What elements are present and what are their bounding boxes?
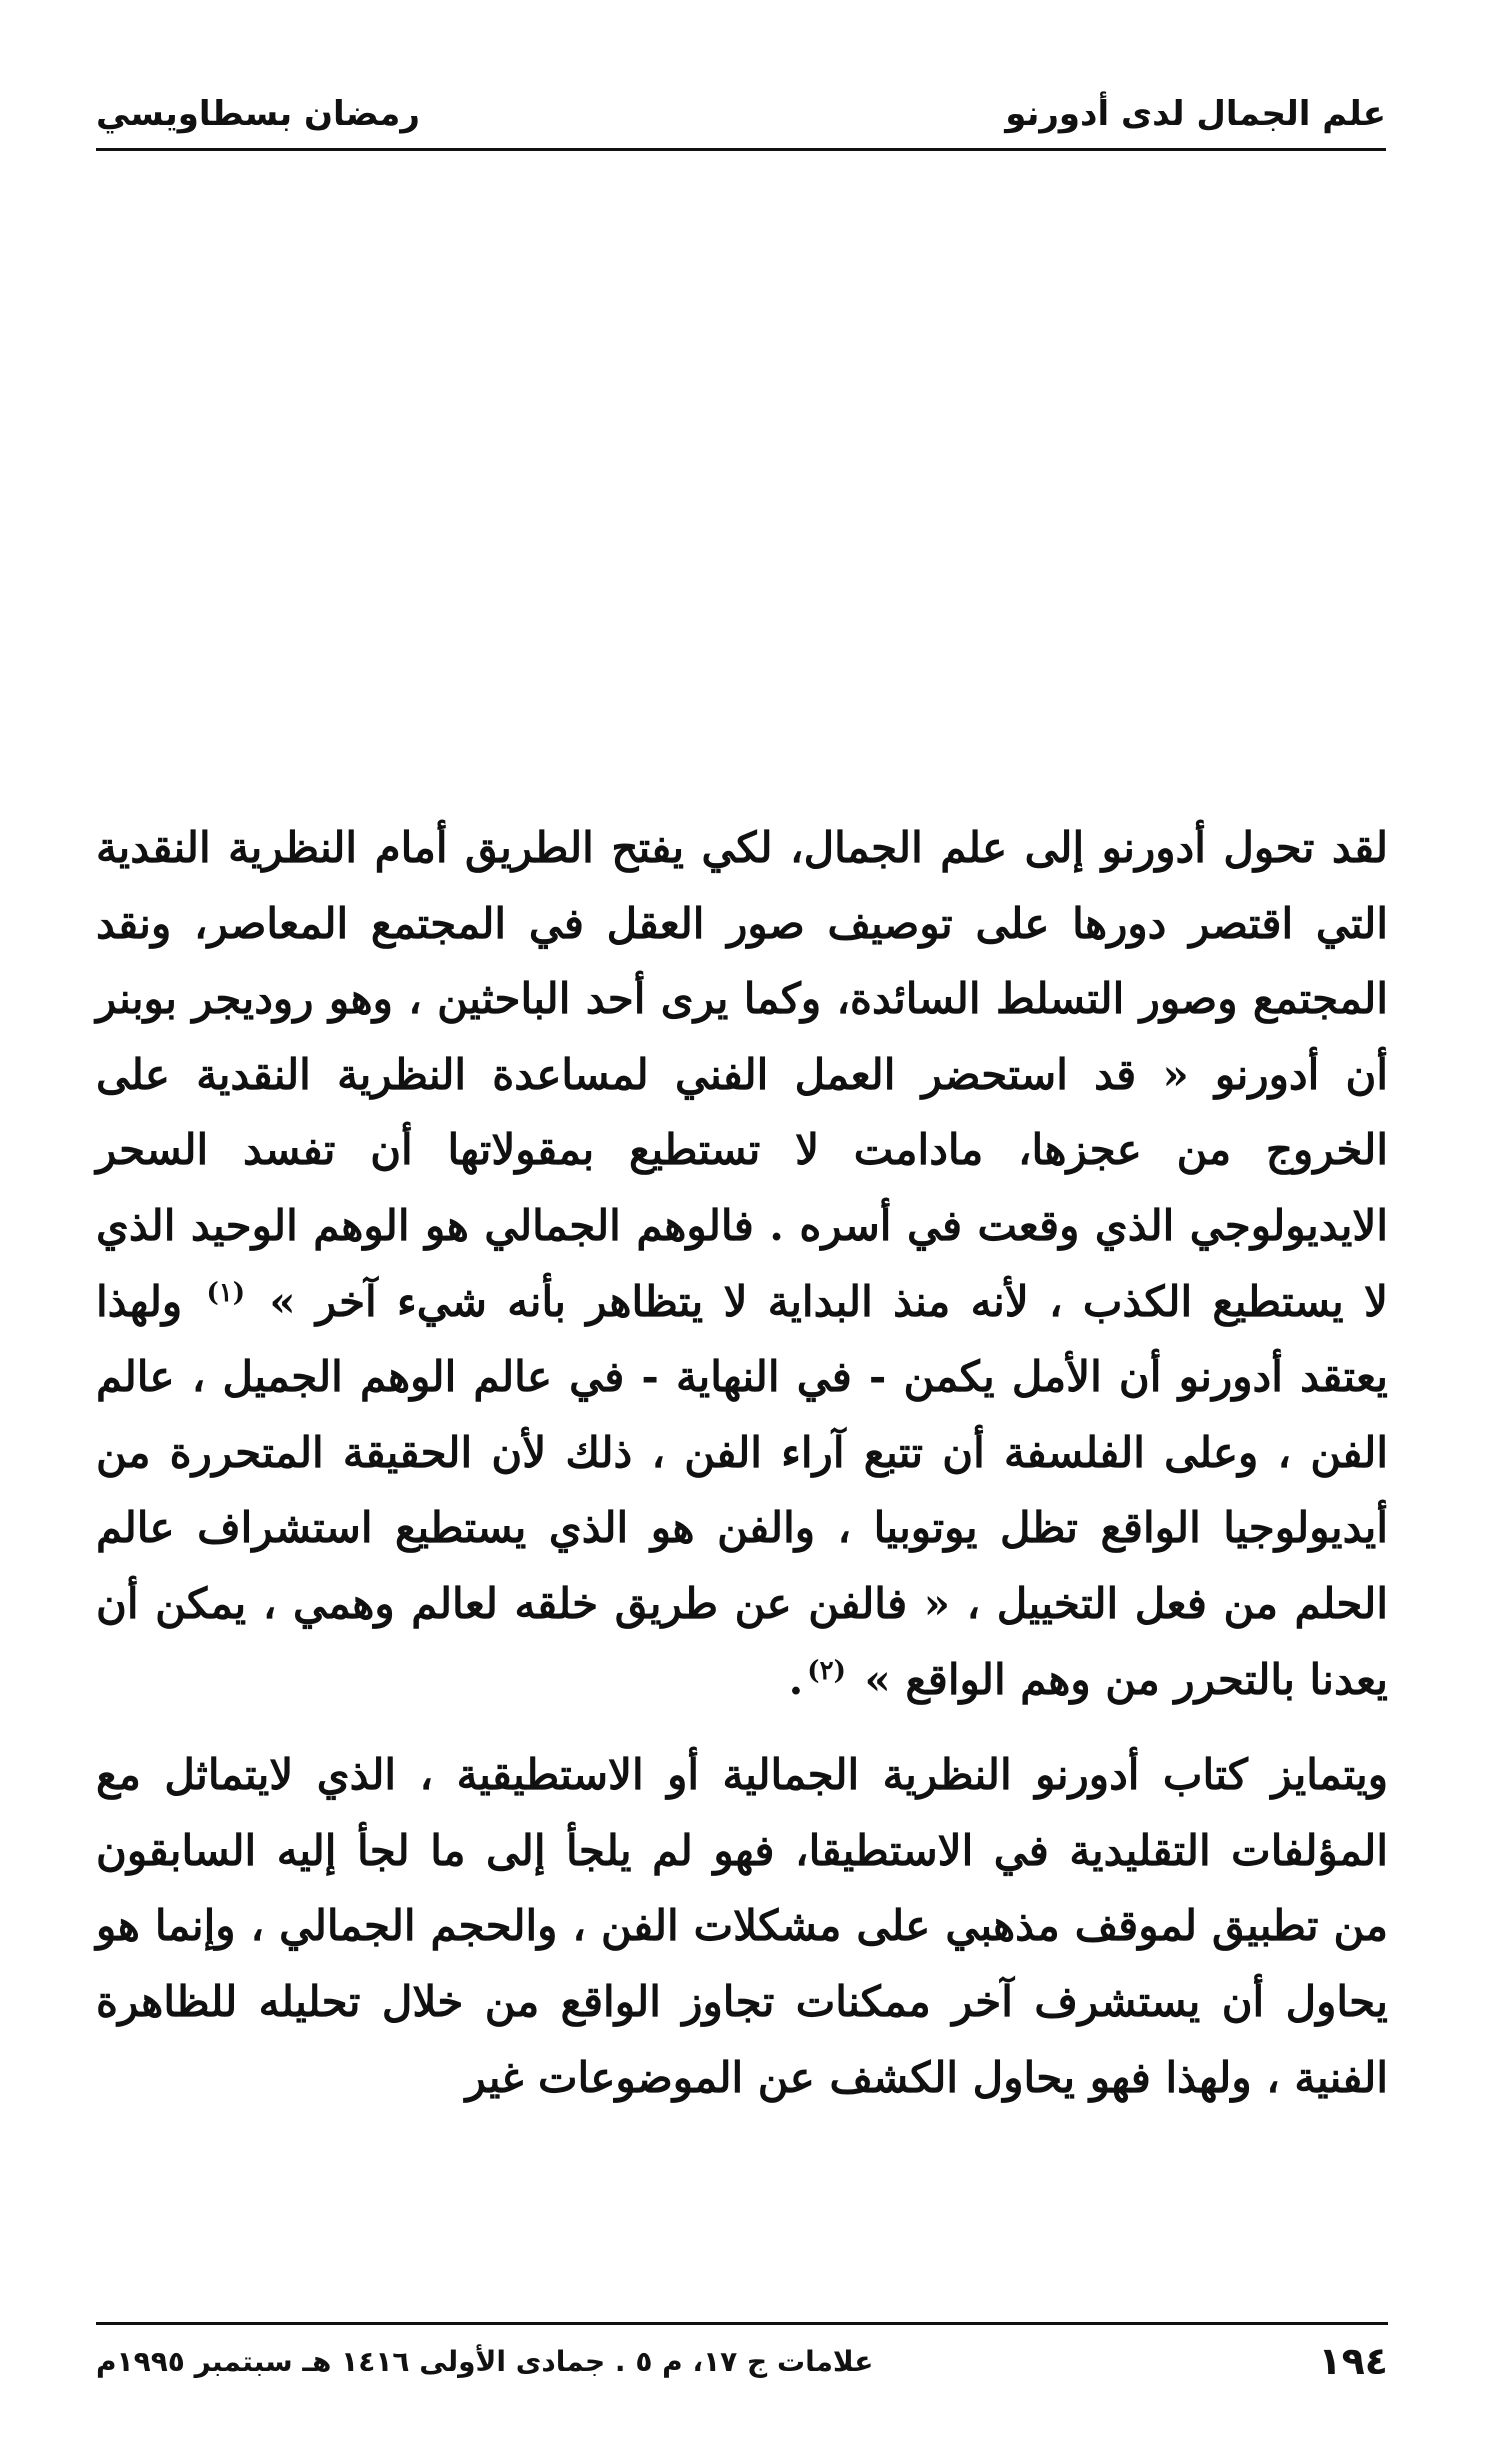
- paragraph-2: ويتمايز كتاب أدورنو النظرية الجمالية أو الاستطيقية ، الذي لايتماثل مع المؤلفات التقليدية في الاستطيقا، فهو لم يلجأ إلى ما لجأ إليه السابقون من تطبيق لموقف مذهبي على مشكلات الفن ، والحجم الجمالي ، وإنما هو يحاول أن يستشرف آخر ممكنات تجاوز الواقع من خلال تحليله للظاهرة الفنية ، ولهذا فهو يحاول الكشف عن الموضوعات غير: [96, 1750, 1388, 2102]
- running-header: [96, 88, 1386, 151]
- paragraph-1-text-b: ولهذا يعتقد أدورنو أن الأمل يكمن - في النهاية - في عالم الوهم الجميل ، عالم الفن ، وعلى الفلسفة أن تتبع آراء الفن ، ذلك لأن الحقيقة المتحررة من أيديولوجيا الواقع تظل يوتوبيا ، والفن هو الذي يستطيع استشراف عالم الحلم من فعل التخييل ، « فالفن عن طريق خلقه لعالم وهمي ، يمكن أن يعدنا بالتحرر من وهم الواقع »: [96, 1276, 1388, 1704]
- page-footer: [96, 2322, 1388, 2383]
- header-title: علم الجمال لدى أدورنو: [1005, 94, 1386, 134]
- footnote-ref-2: (٢): [807, 1655, 846, 1686]
- paragraph-1-text-c: .: [788, 1654, 804, 1704]
- paragraph-1: [96, 810, 1388, 1717]
- page-number: ١٩٤: [1318, 2339, 1388, 2383]
- header-author: رمضان بسطاويسي: [96, 94, 420, 134]
- paragraph-1-text-a: لقد تحول أدورنو إلى علم الجمال، لكي يفتح الطريق أمام النظرية النقدية التي اقتصر دورها على توصيف صور العقل في المجتمع المعاصر، ونقد المجتمع وصور التسلط السائدة، وكما يرى أحد الباحثين ، وهو روديجر بوبنر أن أدورنو « قد استحضر العمل الفني لمساعدة النظرية النقدية على الخروج من عجزها، مادامت لا تستطيع بمقولاتها أن تفسد السحر الايديولوجي الذي وقعت في أسره . فالوهم الجمالي هو الوهم الوحيد الذي لا يستطيع الكذب ، لأنه منذ البداية لا يتظاهر بأنه شيء آخر »: [96, 823, 1388, 1326]
- journal-citation: علامات ج ١٧، م ٥ . جمادى الأولى ١٤١٦ هـ سبتمبر ١٩٩٥م: [96, 2345, 874, 2378]
- footnote-ref-1: (١): [206, 1277, 246, 1308]
- article-body: [96, 810, 1388, 2115]
